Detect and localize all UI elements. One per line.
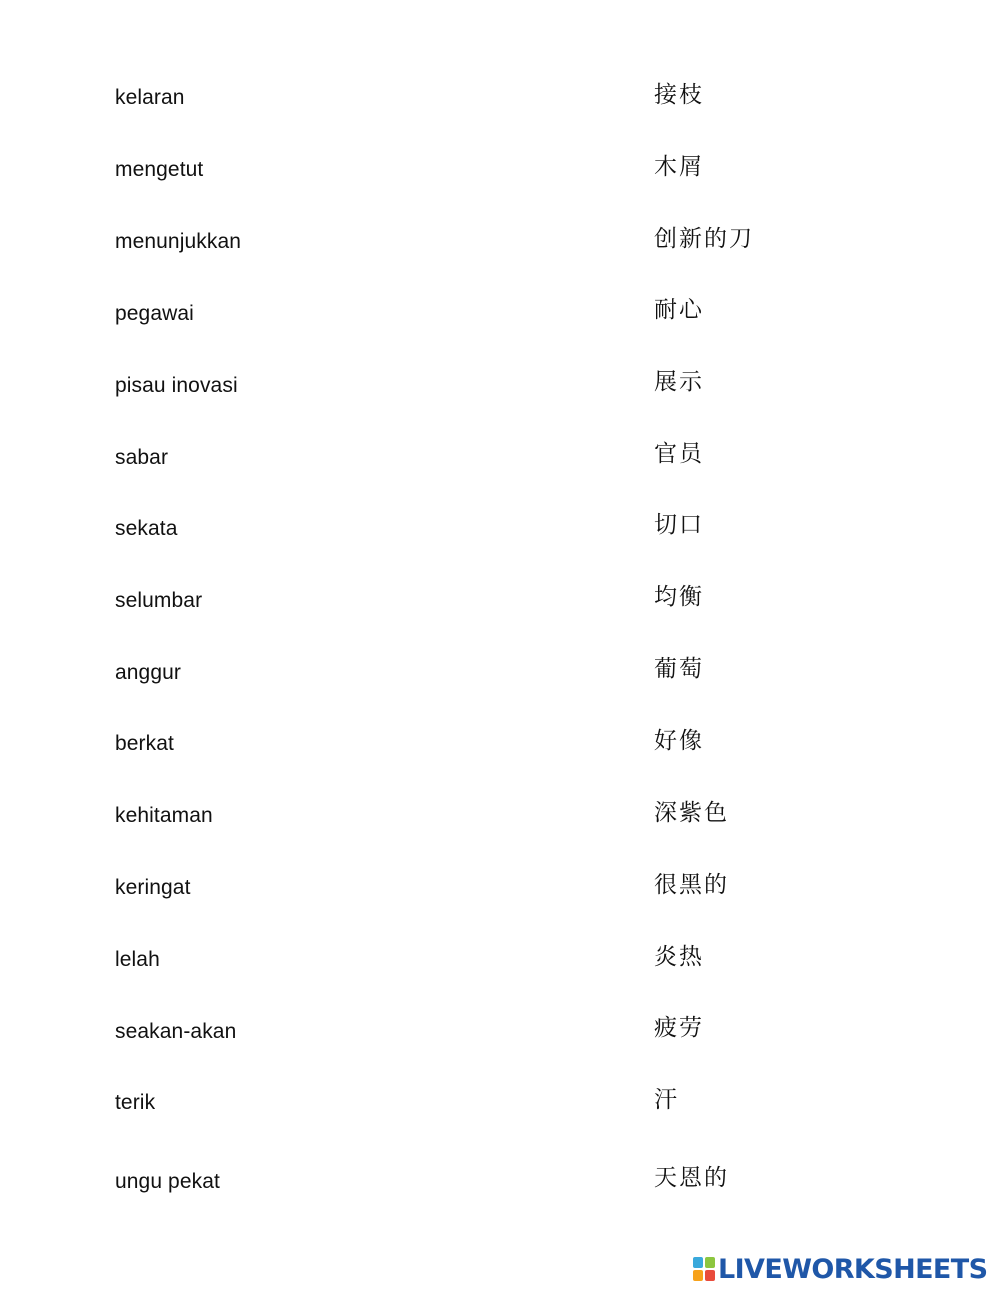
- meaning-item: 葡萄: [654, 656, 704, 682]
- logo-tile-2: [705, 1257, 715, 1268]
- meaning-item: 创新的刀: [654, 226, 754, 252]
- word-item: seakan-akan: [115, 1020, 237, 1043]
- meaning-item: 木屑: [654, 154, 704, 180]
- logo-tile-4: [705, 1270, 715, 1281]
- logo-tile-1: [693, 1257, 703, 1268]
- word-item: berkat: [115, 732, 174, 755]
- word-item: mengetut: [115, 158, 204, 181]
- word-item: kelaran: [115, 86, 185, 109]
- word-item: pegawai: [115, 302, 194, 325]
- meaning-item: 天恩的: [654, 1165, 729, 1191]
- word-item: keringat: [115, 876, 191, 899]
- meaning-item: 好像: [654, 728, 704, 754]
- word-item: sabar: [115, 446, 169, 469]
- meaning-item: 很黑的: [654, 872, 729, 898]
- logo-tile-3: [693, 1270, 703, 1281]
- word-item: anggur: [115, 661, 181, 684]
- word-item: kehitaman: [115, 804, 213, 827]
- meaning-item: 均衡: [654, 584, 704, 610]
- word-item: selumbar: [115, 589, 203, 612]
- liveworksheets-logo: [693, 1255, 987, 1283]
- word-item: ungu pekat: [115, 1170, 220, 1193]
- meaning-item: 炎热: [654, 944, 704, 970]
- meaning-item: 耐心: [654, 297, 704, 323]
- word-item: terik: [115, 1091, 156, 1114]
- meaning-item: 切口: [654, 512, 704, 538]
- logo-wordmark: LIVEWORKSHEETS: [718, 1253, 988, 1285]
- meaning-item: 疲劳: [654, 1015, 704, 1041]
- liveworksheets-logo-icon: [693, 1257, 715, 1281]
- word-item: lelah: [115, 948, 160, 971]
- word-item: pisau inovasi: [115, 374, 238, 397]
- meaning-item: 官员: [654, 441, 704, 467]
- meaning-item: 接枝: [654, 82, 704, 108]
- meaning-item: 深紫色: [654, 800, 729, 826]
- meaning-item: 汗: [654, 1087, 679, 1113]
- word-item: menunjukkan: [115, 230, 242, 253]
- meaning-item: 展示: [654, 369, 704, 395]
- word-item: sekata: [115, 517, 178, 540]
